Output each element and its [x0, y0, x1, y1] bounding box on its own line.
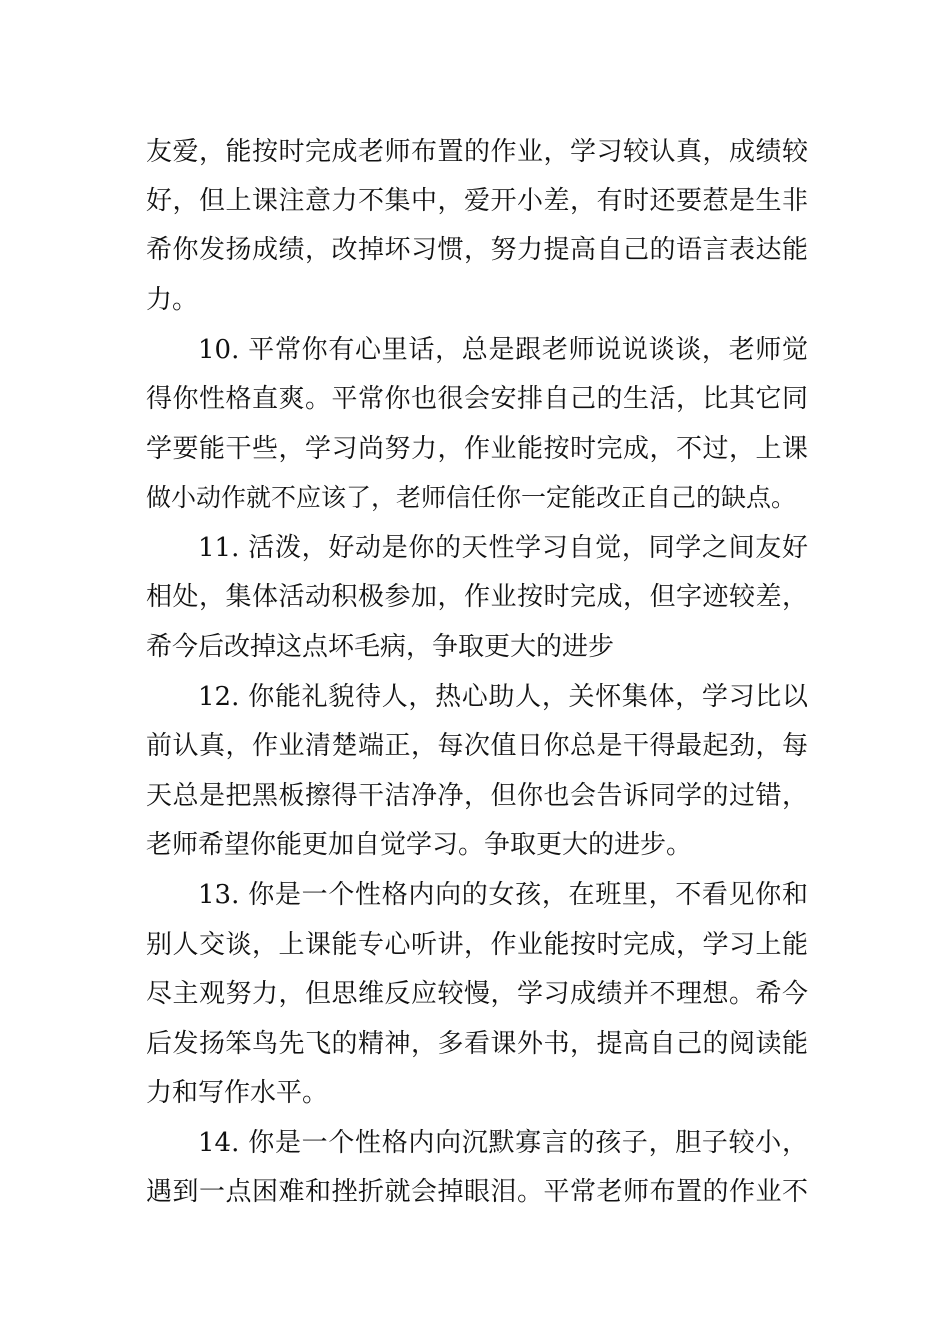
text-line: 14. 你是一个性格内向沉默寡言的孩子，胆子较小， — [198, 1128, 808, 1158]
text-line: 天总是把黑板擦得干洁净净，但你也会告诉同学的过错， — [146, 781, 808, 811]
text-line: 前认真，作业清楚端正，每次值日你总是干得最起劲，每 — [146, 731, 808, 761]
text-line: 尽主观努力，但思维反应较慢，学习成绩并不理想。希今 — [146, 979, 808, 1009]
text-line: 力和写作水平。 — [146, 1078, 329, 1108]
text-line: 希你发扬成绩，改掉坏习惯，努力提高自己的语言表达能 — [146, 235, 808, 265]
text-line: 11. 活泼，好动是你的天性学习自觉，同学之间友好 — [198, 533, 808, 563]
text-line: 老师希望你能更加自觉学习。争取更大的进步。 — [146, 830, 693, 860]
text-line: 好，但上课注意力不集中，爱开小差，有时还要惹是生非 — [146, 186, 808, 216]
text-line: 遇到一点困难和挫折就会掉眼泪。平常老师布置的作业不 — [146, 1177, 808, 1207]
text-line: 力。 — [146, 285, 199, 315]
text-line: 希今后改掉这点坏毛病，争取更大的进步 — [146, 632, 615, 662]
text-line: 后发扬笨鸟先飞的精神，多看课外书，提高自己的阅读能 — [146, 1029, 808, 1059]
text-line: 友爱，能按时完成老师布置的作业，学习较认真，成绩较 — [146, 137, 808, 167]
text-line: 12. 你能礼貌待人，热心助人，关怀集体，学习比以 — [198, 682, 808, 712]
text-line: 13. 你是一个性格内向的女孩，在班里，不看见你和 — [198, 880, 808, 910]
text-line: 学要能干些，学习尚努力，作业能按时完成，不过，上课 — [146, 434, 808, 464]
text-line: 别人交谈，上课能专心听讲，作业能按时完成，学习上能 — [146, 930, 808, 960]
text-line: 做小动作就不应该了，老师信任你一定能改正自己的缺点。 — [146, 483, 797, 512]
text-line: 10. 平常你有心里话，总是跟老师说说谈谈，老师觉 — [198, 335, 808, 365]
text-line: 得你性格直爽。平常你也很会安排自己的生活，比其它同 — [146, 384, 808, 414]
text-line: 相处，集体活动积极参加，作业按时完成，但字迹较差， — [146, 582, 808, 612]
